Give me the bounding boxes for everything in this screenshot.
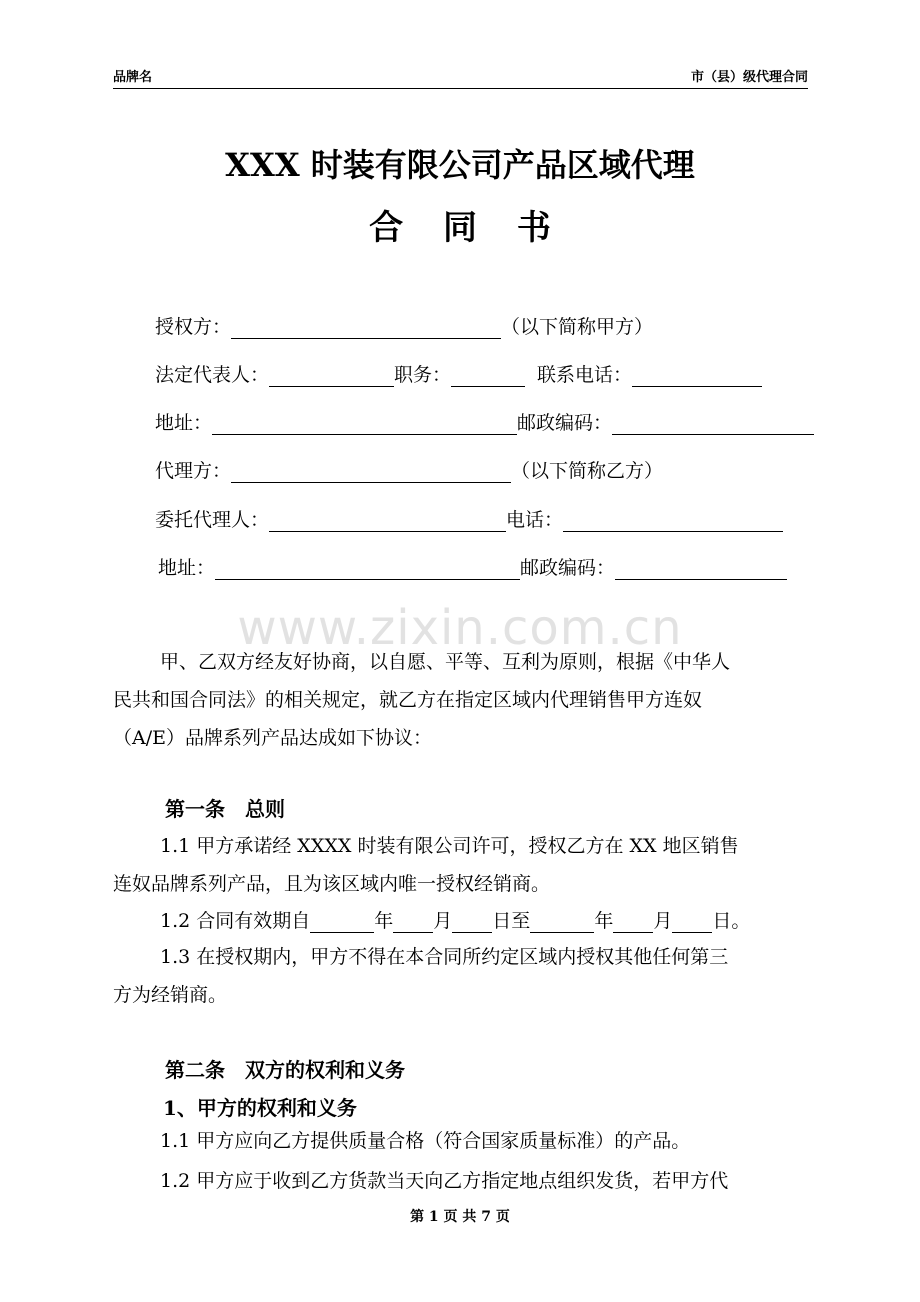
address-row <box>155 408 814 435</box>
address2-blank[interactable] <box>215 557 520 580</box>
grantor-label: 授权方： <box>155 316 232 338</box>
article-1-heading: 第一条 总则 <box>165 797 285 821</box>
document-title: XXX 时装有限公司产品区域代理 <box>225 146 695 184</box>
document-subtitle: 合 同 书 <box>369 208 565 248</box>
entrusted-label: 委托代理人： <box>155 509 270 531</box>
year-label-2: 年 <box>594 910 614 932</box>
entrusted-blank[interactable] <box>269 509 506 532</box>
article-2-subheading: 1、甲方的权利和义务 <box>163 1096 357 1120</box>
address2-label: 地址： <box>158 557 216 579</box>
header-contract-type: 市（县）级代理合同 <box>690 70 808 85</box>
article-2-heading: 第二条 双方的权利和义务 <box>165 1058 405 1082</box>
article-1-3-line-1: 1.3 在授权期内，甲方不得在本合同所约定区域内授权其他任何第三 <box>160 946 729 968</box>
article-1-2-validity <box>160 906 750 933</box>
legal-rep-blank[interactable] <box>269 364 394 387</box>
postcode2-label: 邮政编码： <box>520 557 616 579</box>
article-1-1-line-1: 1.1 甲方承诺经 XXXX 时装有限公司许可，授权乙方在 XX 地区销售 <box>160 835 739 857</box>
entrusted-row <box>155 505 783 532</box>
article-2-1-1: 1.1 甲方应向乙方提供质量合格（符合国家质量标准）的产品。 <box>160 1130 691 1152</box>
start-year-blank[interactable] <box>310 910 374 933</box>
position-blank[interactable] <box>451 364 525 387</box>
postcode-label: 邮政编码： <box>517 412 613 434</box>
month-label-2: 月 <box>653 910 673 932</box>
tel-blank[interactable] <box>563 509 783 532</box>
legal-rep-label: 法定代表人： <box>155 364 270 386</box>
year-label: 年 <box>374 910 394 932</box>
validity-prefix: 1.2 合同有效期自 <box>160 910 311 932</box>
article-1-1-line-2: 连奴品牌系列产品，且为该区域内唯一授权经销商。 <box>113 873 551 895</box>
end-year-blank[interactable] <box>530 910 594 933</box>
end-day-blank[interactable] <box>672 910 712 933</box>
phone-label: 联系电话： <box>537 364 633 386</box>
legal-rep-row <box>155 360 762 387</box>
postcode2-blank[interactable] <box>615 557 787 580</box>
agent-label: 代理方： <box>155 460 232 482</box>
day-to-label: 日至 <box>492 910 531 932</box>
month-label: 月 <box>433 910 453 932</box>
watermark: www.zixin.com.cn <box>237 600 683 656</box>
intro-line-2: 民共和国合同法》的相关规定，就乙方在指定区域内代理销售甲方连奴 <box>113 689 703 711</box>
grantor-row <box>155 312 653 339</box>
header-brand-name: 品牌名 <box>113 70 153 85</box>
page-number: 第 1 页 共 7 页 <box>410 1209 510 1225</box>
end-month-blank[interactable] <box>613 910 653 933</box>
agent-suffix: （以下简称乙方） <box>511 460 664 482</box>
article-1-3-line-2: 方为经销商。 <box>113 984 228 1006</box>
address2-row <box>158 553 787 580</box>
start-month-blank[interactable] <box>393 910 433 933</box>
intro-line-3: （A/E）品牌系列产品达成如下协议： <box>113 727 432 749</box>
tel-label: 电话： <box>506 509 564 531</box>
grantor-blank[interactable] <box>231 316 501 339</box>
agent-blank[interactable] <box>231 460 511 483</box>
article-2-1-2: 1.2 甲方应于收到乙方货款当天向乙方指定地点组织发货，若甲方代 <box>160 1170 729 1192</box>
start-day-blank[interactable] <box>452 910 492 933</box>
address-label: 地址： <box>155 412 213 434</box>
position-label: 职务： <box>394 364 452 386</box>
intro-line-1: 甲、乙双方经友好协商，以自愿、平等、互利为原则，根据《中华人 <box>160 651 731 673</box>
day-label-2: 日。 <box>712 910 751 932</box>
address-blank[interactable] <box>212 412 517 435</box>
header-divider <box>113 88 808 89</box>
postcode-blank[interactable] <box>612 412 814 435</box>
grantor-suffix: （以下简称甲方） <box>501 316 654 338</box>
agent-row <box>155 456 663 483</box>
phone-blank[interactable] <box>632 364 762 387</box>
